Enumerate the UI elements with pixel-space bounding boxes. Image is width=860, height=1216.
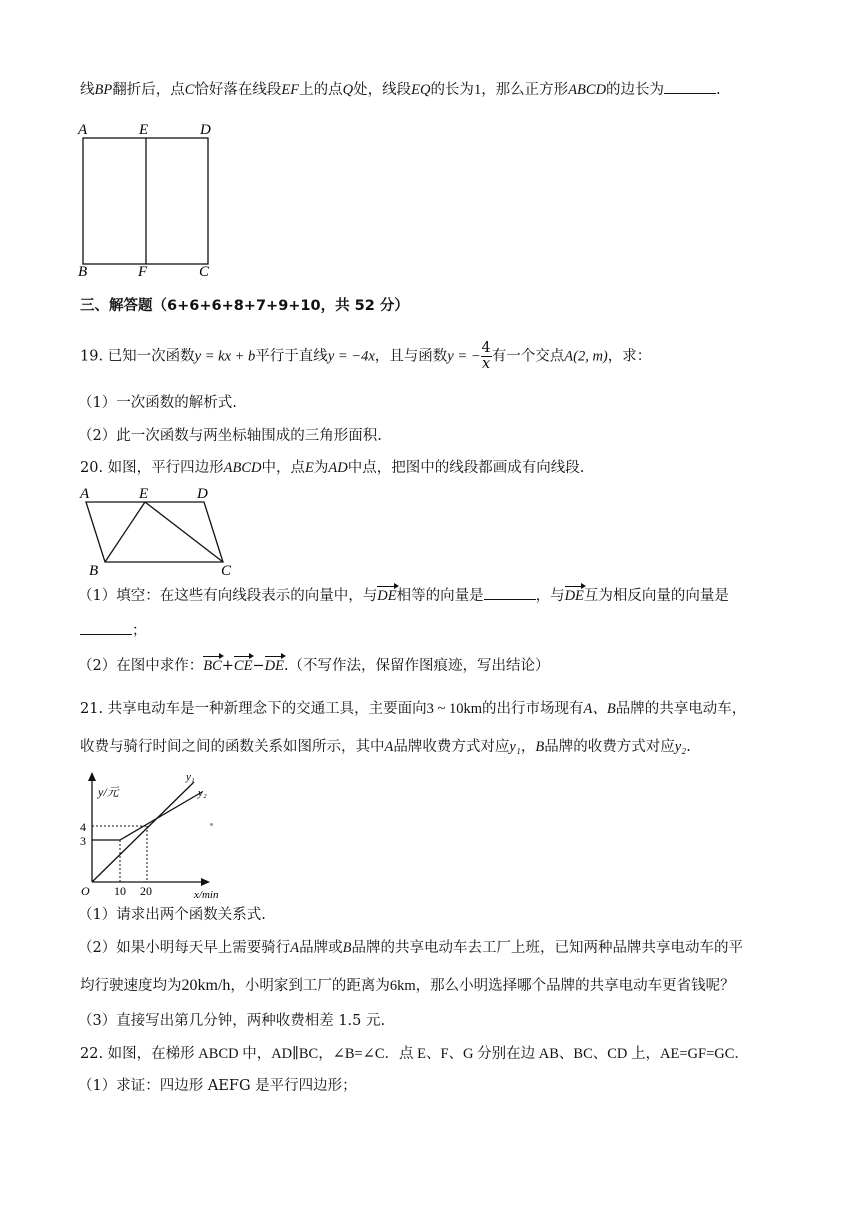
- y-axis-label: y/元: [98, 785, 119, 799]
- q20-part1-cont: ；: [80, 620, 147, 641]
- x-axis-arrow-icon: [201, 878, 210, 886]
- q19-part2: （2）此一次函数与两坐标轴围成的三角形面积.: [78, 428, 382, 444]
- label-e: E: [139, 122, 149, 138]
- label-f: F: [138, 264, 148, 280]
- fraction: $\frac{4}{x}$: [481, 340, 491, 372]
- ytick-4: 4: [80, 820, 86, 834]
- label-e: E: [139, 486, 149, 502]
- stray-dot: [210, 823, 213, 826]
- q20-part1: （1）填空：在这些有向线段表示的向量中，与DE相等的向量是 ，与DE互为相反向量的向量是: [78, 585, 729, 606]
- q22-stem: 22. 如图，在梯形 ABCD 中，AD∥BC，∠B=∠C．点 E、F、G 分别在边 AB、BC、CD 上，AE=GF=GC．: [80, 1046, 749, 1062]
- label-c: C: [199, 264, 210, 280]
- segment-eb: [105, 502, 145, 562]
- q21-part1: （1）请求出两个函数关系式.: [78, 907, 266, 923]
- q21-part3: （3）直接写出第几分钟，两种收费相差 1.5 元.: [78, 1013, 386, 1029]
- label-c: C: [221, 563, 232, 578]
- label-y2: y₂: [198, 787, 207, 799]
- y-axis-arrow-icon: [88, 772, 96, 781]
- q18-text: 线BP翻折后，点C恰好落在线段EF上的点Q处，线段EQ的长为1，那么正方形ABCD的边长为 .: [80, 79, 721, 100]
- label-d: D: [200, 122, 211, 138]
- q20-part2: （2）在图中求作：BC+CE−DE.（不写作法，保留作图痕迹，写出结论）: [78, 658, 550, 674]
- q22-part1: （1）求证：四边形 AEFG 是平行四边形；: [78, 1078, 357, 1094]
- xtick-10: 10: [114, 884, 126, 898]
- origin-label: O: [81, 884, 90, 898]
- q21-part2-cont: 均行驶速度均为20km/h，小明家到工厂的距离为6km，那么小明选择哪个品牌的共享电动车更省钱呢？: [80, 977, 735, 994]
- q21-stem-1: 21. 共享电动车是一种新理念下的交通工具，主要面向3 ~ 10km的出行市场现有A、B品牌的共享电动车，: [80, 701, 747, 717]
- parallelogram-figure: [76, 484, 246, 578]
- x-axis-label: x/min: [194, 889, 219, 900]
- q21-part2: （2）如果小明每天早上需要骑行A品牌或B品牌的共享电动车去工厂上班，已知两种品牌共享电动车的平: [78, 940, 743, 956]
- q21-stem-2: 收费与骑行时间之间的函数关系如图所示，其中A品牌收费方式对应y₁，B品牌的收费方式对应y₂.: [80, 739, 691, 755]
- segment-ec: [145, 502, 223, 562]
- label-a: A: [80, 486, 90, 502]
- label-b: B: [89, 563, 99, 578]
- answer-blank[interactable]: [484, 585, 536, 600]
- line-y2: [92, 792, 202, 840]
- answer-blank[interactable]: [80, 620, 132, 635]
- label-d: D: [197, 486, 208, 502]
- fee-graph: [74, 770, 234, 900]
- ytick-3: 3: [80, 834, 86, 848]
- answer-blank[interactable]: [664, 79, 716, 94]
- q19-part1: （1）一次函数的解析式.: [78, 395, 237, 411]
- square-figure: [76, 118, 226, 280]
- section-heading: 三、解答题（6+6+6+8+7+9+10，共 52 分）: [80, 298, 409, 314]
- label-y1: y₁: [186, 771, 195, 783]
- label-a: A: [78, 122, 88, 138]
- label-b: B: [78, 264, 88, 280]
- q20-stem: 20. 如图，平行四边形ABCD中，点E为AD中点，把图中的线段都画成有向线段.: [80, 460, 585, 476]
- q19-stem: 19. 已知一次函数y = kx + b平行于直线y = −4x，且与函数y = − $\frac{4}{x}$ 有一个交点A(2, m)，求：: [80, 340, 652, 372]
- xtick-20: 20: [140, 884, 152, 898]
- parallelogram-abcd: [86, 502, 223, 562]
